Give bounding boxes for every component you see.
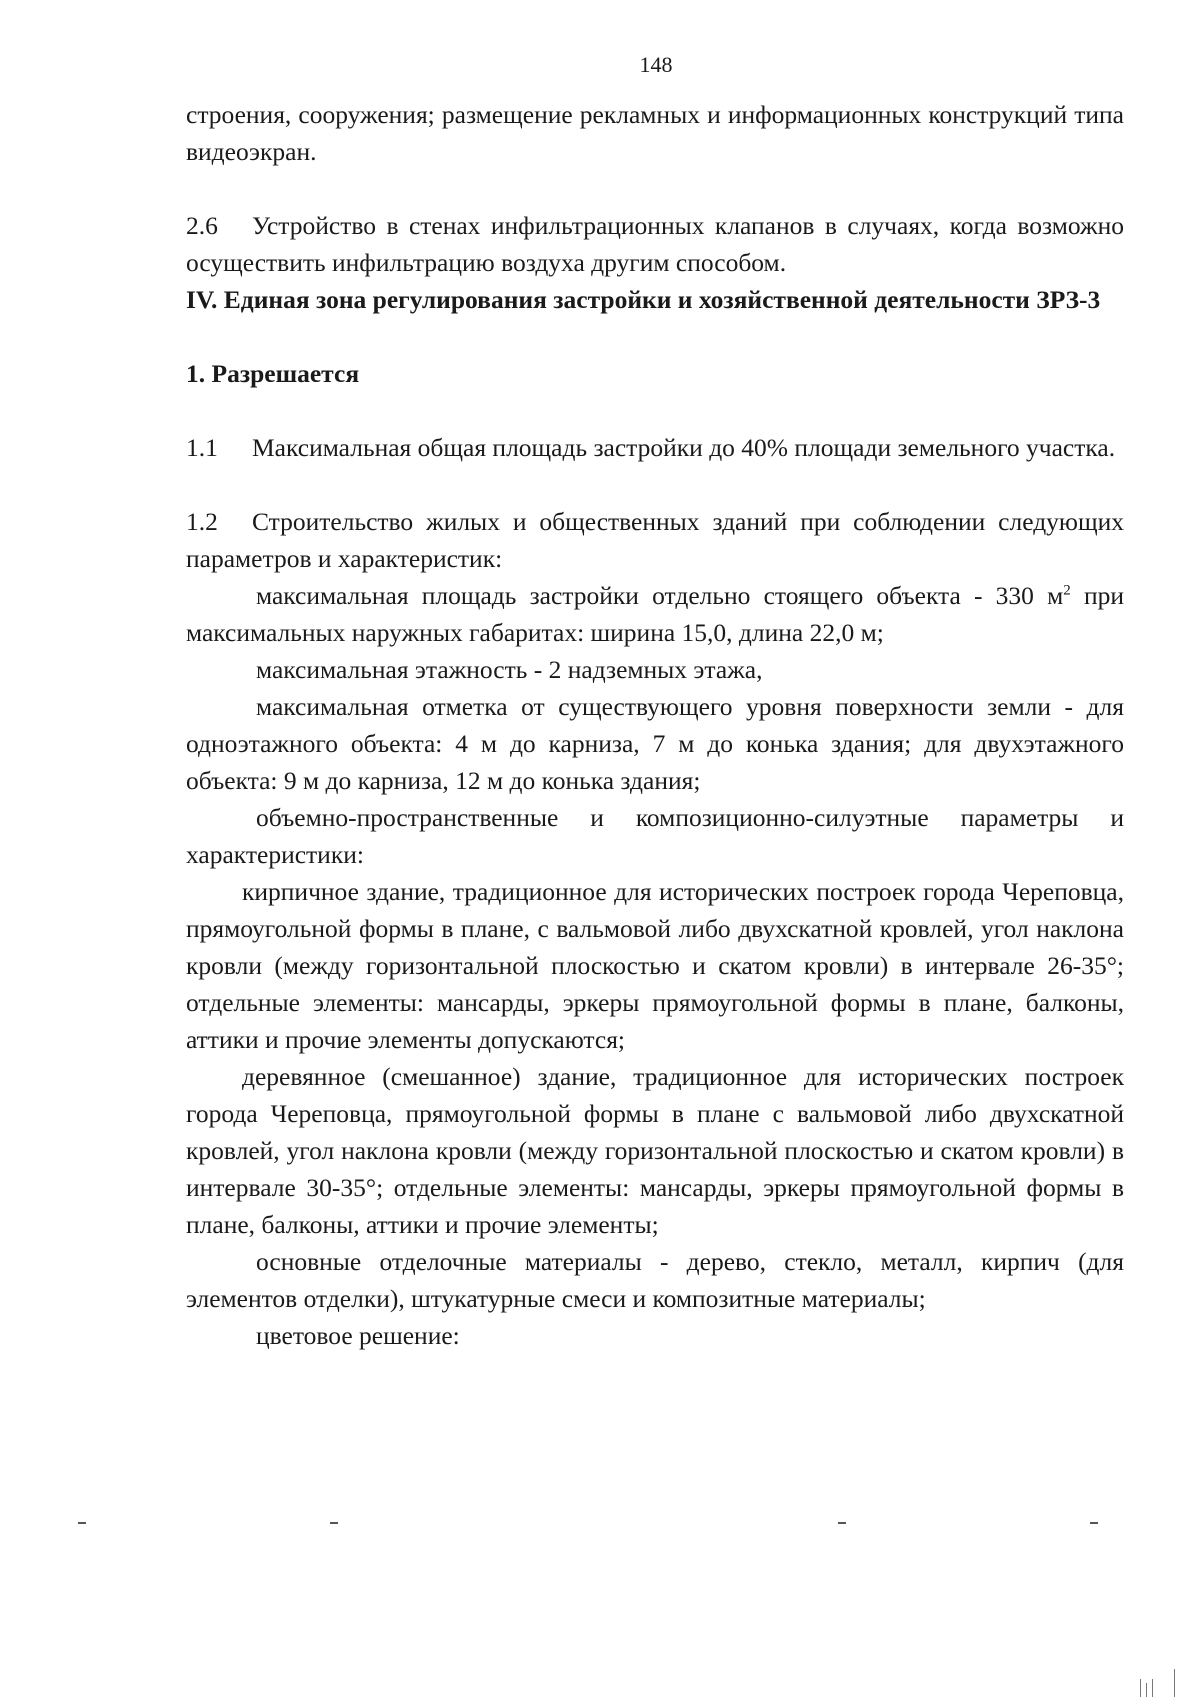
paragraph-1-2 [186,503,1124,577]
paragraph-max-height: максимальная отметка от существующего уровня поверхности земли - для одноэтажного объекта: 4 м до карниза, 7 м до конька здания; для двухэтажного объекта: 9 м до карниза, 12 м до конька здания; [186,692,1124,795]
paragraph-materials: основные отделочные материалы - дерево, стекло, металл, кирпич (для элементов отделки), штукатурные смеси и композитные материалы; [186,1247,1124,1313]
paragraph-1-1 [186,429,1124,466]
document-body [186,96,1124,1354]
paragraph-wooden-building: деревянное (смешанное) здание, традиционное для исторических построек города Череповца, прямоугольной формы в плане с вальмовой либо двухскатной кровлей, угол наклона кровли (между горизонтальной плоскостью и скатом кровли) в интервале 30-35°; отдельные элементы: мансарды, эркеры прямоугольной формы в плане, балконы, аттики и прочие элементы; [186,1062,1124,1239]
item-text: Устройство в стенах инфильтрационных клапанов в случаях, когда возможно осуществить инфильтрацию воздуха другим способом. [186,211,1124,277]
scan-dash [838,1522,846,1524]
scan-edge-marks [1140,1667,1180,1697]
item-number: 2.6 [186,211,218,240]
item-number: 1.2 [186,507,218,536]
item-number: 1.1 [186,433,218,462]
item-text: Максимальная общая площадь застройки до 40% площади земельного участка. [252,433,1116,462]
scan-dash-marks [0,1522,1200,1528]
paragraph-max-area [186,577,1124,651]
section-heading-zrz3: IV. Единая зона регулирования застройки и хозяйственной деятельности ЗРЗ-3 [186,285,1101,314]
scan-dash [78,1522,86,1524]
paragraph-max-floors: максимальная этажность - 2 надземных этажа, [256,655,763,684]
scan-dash [1090,1522,1098,1524]
subsection-heading-allowed: 1. Разрешается [186,359,360,388]
superscript-2: 2 [1063,582,1071,599]
scan-dash [330,1522,338,1524]
page-number: 148 [639,52,673,77]
paragraph-structures: строения, сооружения; размещение рекламных и информационных конструкций типа видеоэкран. [186,100,1124,166]
paragraph-volume-params: объемно-пространственные и композиционно-силуэтные параметры и характеристики: [186,803,1124,869]
max-area-text: максимальная площадь застройки отдельно стоящего объекта - 330 м [256,581,1064,610]
item-text: Строительство жилых и общественных зданий при соблюдении следующих параметров и характеристик: [186,507,1124,573]
paragraph-color-solution: цветовое решение: [256,1321,460,1350]
paragraph-brick-building: кирпичное здание, традиционное для исторических построек города Череповца, прямоугольной формы в плане, с вальмовой либо двухскатной кровлей, угол наклона кровли (между горизонтальной плоскостью и скатом кровли) в интервале 26-35°; отдельные элементы: мансарды, эркеры прямоугольной формы в плане, балконы, аттики и прочие элементы допускаются; [186,877,1124,1054]
max-area-text-cont: при максимальных наружных габаритах: ширина 15,0, длина 22,0 м; [186,581,1124,647]
paragraph-2-6 [186,207,1124,281]
